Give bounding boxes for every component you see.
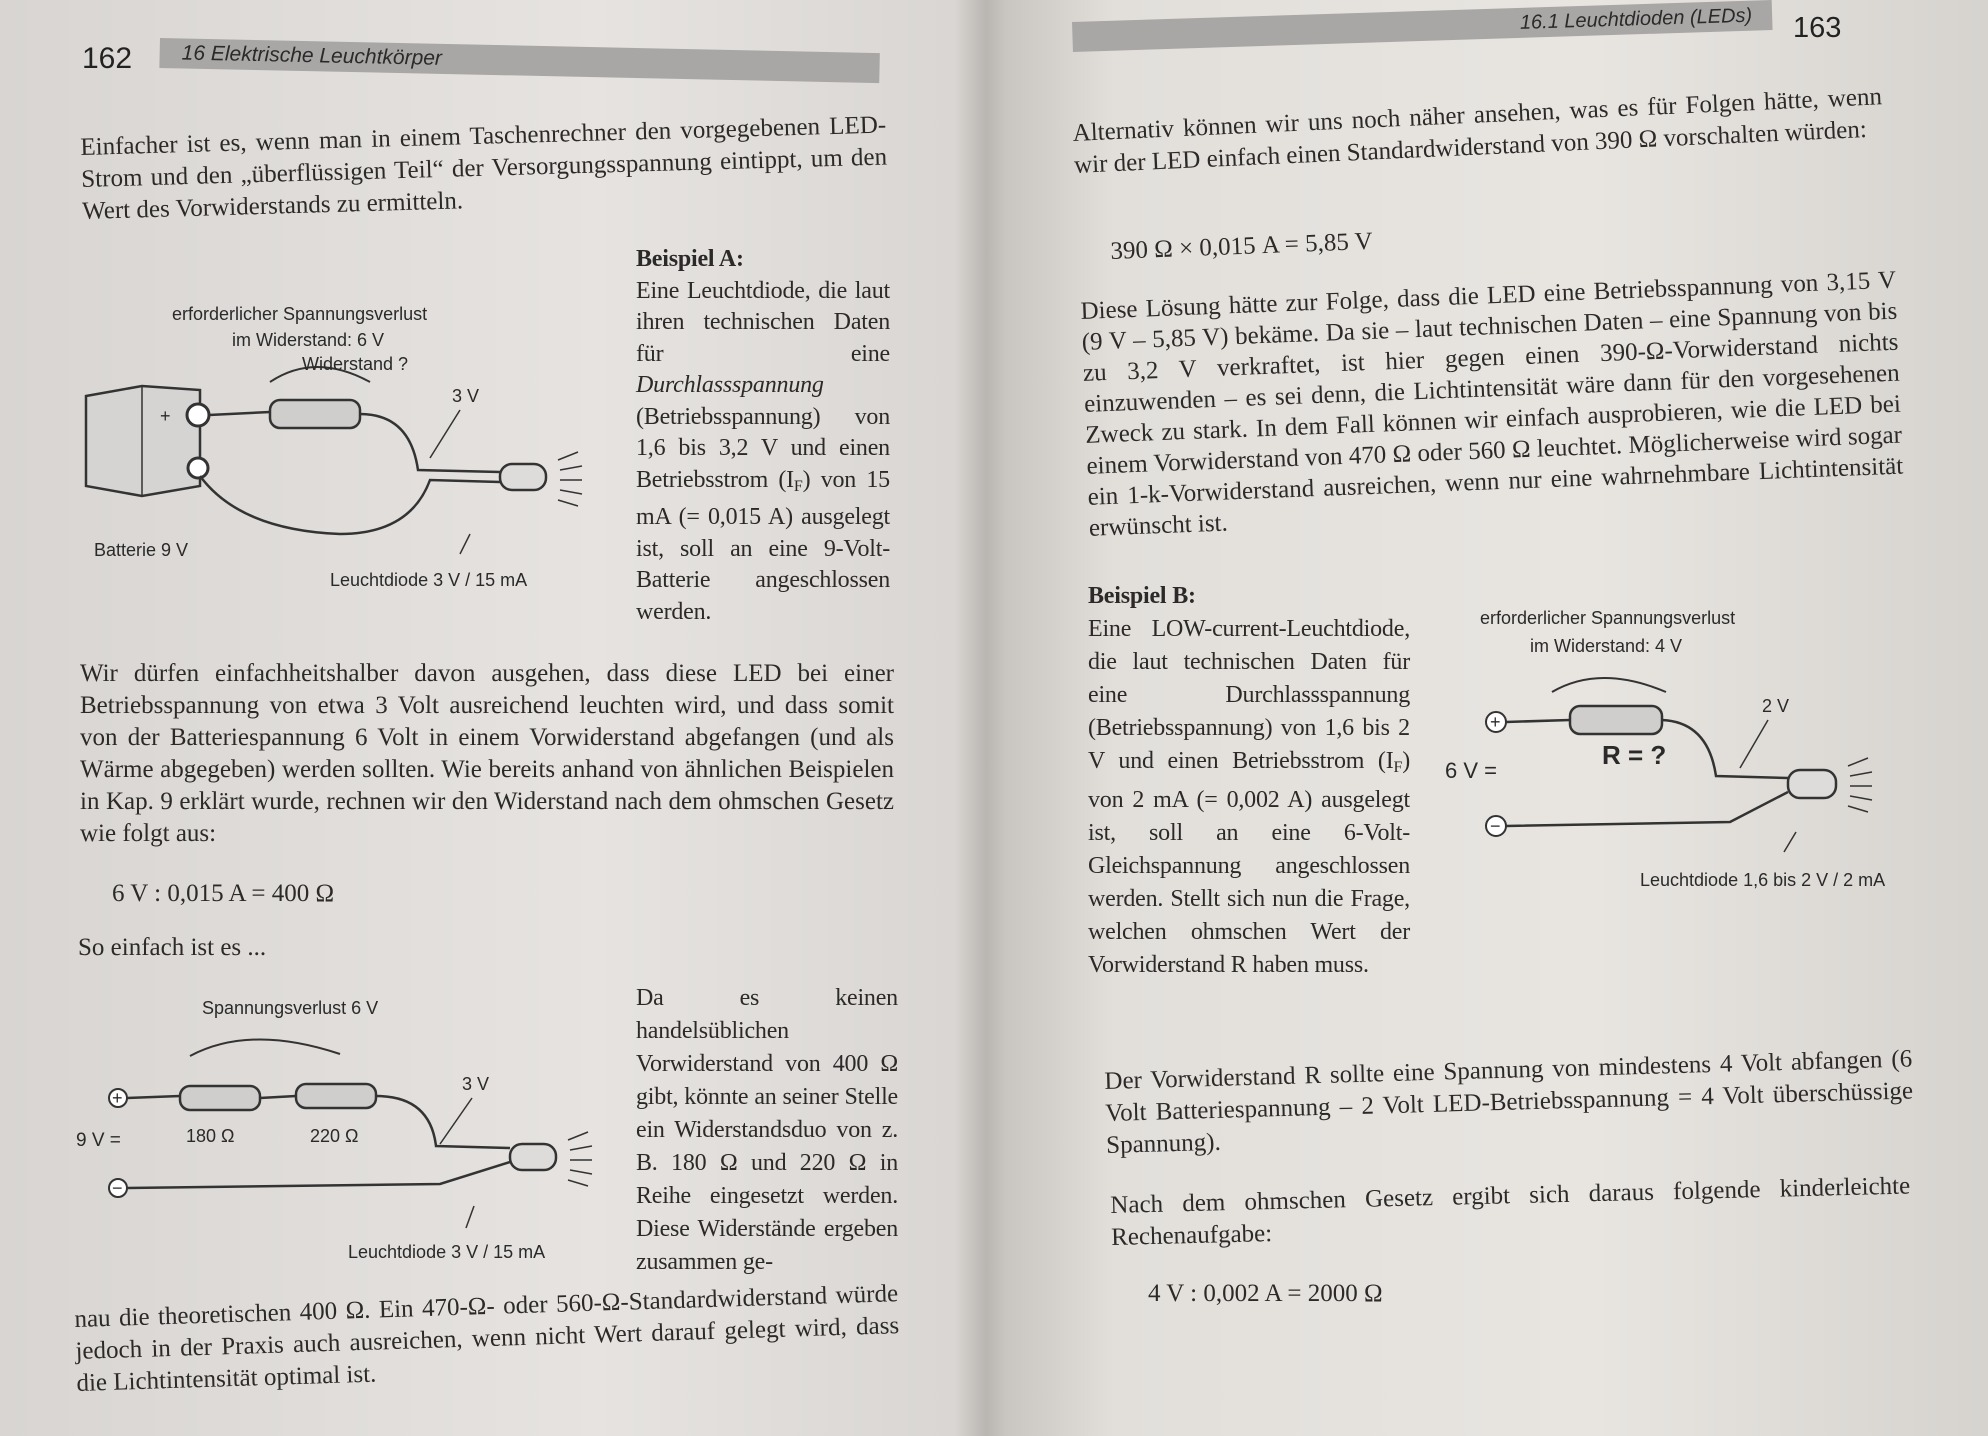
resistor-icon [270,400,360,428]
svg-text:+: + [112,1088,123,1108]
diagram-label-voltage-loss-1: erforderlicher Spannungsverlust [172,304,428,324]
diagram-low-current-led [1440,600,1960,900]
diagram-label-r2: 220 Ω [310,1126,359,1146]
diagram-label-led-voltage: 3 V [452,386,480,406]
page-number: 162 [82,42,133,75]
resistor-voltage-paragraph: Der Vorwiderstand R sollte eine Spannung von mindestens 4 Volt abfangen (6 Volt Batteriespannung – 2 Volt LED-Betriebsspannung = 4 Volt überschüssige Spannung). [1104,1045,1914,1159]
diagram-label-led: Leuchtdiode 1,6 bis 2 V / 2 mA [1640,870,1886,890]
resistor-220-icon [296,1084,376,1108]
diagram-label-r1: 180 Ω [186,1126,235,1146]
diagram-label-led-voltage: 2 V [1762,696,1790,716]
diagram-label-led: Leuchtdiode 3 V / 15 mA [348,1242,546,1262]
formula-390: 390 Ω × 0,015 A = 5,85 V [1110,227,1374,265]
resistor-180-icon [180,1086,260,1110]
svg-text:+: + [160,406,171,426]
battery-plus-terminal [187,404,209,426]
diagram-label-voltage-loss-2: im Widerstand: 6 V [232,330,385,350]
led-icon [1788,770,1836,798]
diagram-label-battery: Batterie 9 V [94,540,189,560]
diagram-label-supply: 9 V = [76,1130,121,1151]
solution-paragraph: Diese Lösung hätte zur Folge, dass die LED eine Betriebsspannung von 3,15 V (9 V – 5,85 V) bekäme. Da sie – laut technischen Daten – eine Spannung von bis zu 3,2 V verkraftet, ist hier gegen einen 390-Ω-Vorwiderstand nichts einzuwenden – es sei denn, die Lichtintensität wäre dann für den vorgesehenen Zweck zu stark. In dem Fall können wir einfach ausprobieren, wie die LED bei einem Vorwiderstand von 470 Ω oder 560 Ω leuchtet. Möglicherweise wird sogar ein 1-k-Vorwiderstand ausreichen, wenn nur eine wahrnehmbare Lichtintensität erwünscht ist. [1080,266,1904,542]
resistor-icon [1570,706,1662,734]
light-rays-icon [558,452,582,506]
example-b-heading: Beispiel B: [1088,583,1196,609]
left-page [0,0,990,1436]
svg-text:−: − [112,1178,123,1198]
diagram-battery-circuit [80,290,620,610]
diagram-label-resistor: Widerstand ? [302,354,409,374]
diagram-label-r: R = ? [1602,740,1667,770]
running-header: 16.1 Leuchtdioden (LEDs) [1072,0,1773,52]
duo-side-paragraph: Da es keinen handelsüblichen Vorwiderstand von 400 Ω gibt, könnte an seiner Stelle ein Widerstandsduo von z. B. 180 Ω und 220 Ω in Reihe eingesetzt werden. Diese Widerstände ergeben zusammen ge- [636,985,898,1275]
formula-1: 6 V : 0,015 A = 400 Ω [112,880,335,907]
light-rays-icon [568,1132,592,1186]
diagram-label-voltage-loss: Spannungsverlust 6 V [202,998,379,1018]
alternative-paragraph: Alternativ können wir uns noch näher ansehen, was es für Folgen hätte, wenn wir der LED einfach einen Standardwiderstand von 390 Ω vorschalten würden: [1072,83,1883,179]
led-icon [500,464,546,490]
formula-2000: 4 V : 0,002 A = 2000 Ω [1148,1280,1383,1307]
example-a-block: Beispiel A: Eine Leuchtdiode, die laut ihren technischen Daten für eine Durchlassspannung (Betriebsspannung) von 1,6 bis 3,2 V und einen Betriebsstrom $(I_F)$ von 15 mA (= 0,015 A) ausgelegt ist, soll an eine 9-Volt-Batterie angeschlossen werden. [636,246,890,625]
diagram-label-led: Leuchtdiode 3 V / 15 mA [330,570,528,590]
battery-minus-terminal [188,458,208,478]
running-header: 16 Elektrische Leuchtkörper [159,38,879,83]
svg-text:−: − [1490,816,1501,836]
diagram-label-supply: 6 V = [1445,758,1497,783]
right-page [1000,0,1988,1436]
explanation-paragraph: Wir dürfen einfachheitshalber davon ausgehen, dass diese LED bei einer Betriebsspannung von etwa 3 Volt ausreichend leuchten wird, und dass somit von der Batteriespannung 6 Volt in einem Vorwiderstand abgefangen (und als Wärme abgegeben) werden sollten. Wie bereits anhand von ähnlichen Beispielen in Kap. 9 erklärt wurde, rechnen wir den Widerstand nach dem ohmschen Gesetz wie folgt aus: [80,660,894,847]
so-easy-text: So einfach ist es ... [78,934,267,961]
example-b-block: Beispiel B: Eine LOW-current-Leuchtdiode, die laut technischen Daten für eine Durchlassspannung (Betriebsspannung) von 1,6 bis 2 V und einen Betriebsstrom $(I_F)$ von 2 mA (= 0,002 A) ausgelegt ist, soll an eine 6-Volt-Gleichspannung angeschlossen werden. Stellt sich nun die Frage, welchen ohmschen Wert der Vorwiderstand R haben muss. [1088,580,1410,982]
led-icon [510,1144,556,1170]
diagram-series-resistors [76,996,620,1266]
ohm-law-paragraph: Nach dem ohmschen Gesetz ergibt sich daraus folgende kinderleichte Rechenaufgabe: [1110,1172,1911,1251]
battery-icon [86,386,200,496]
light-rays-icon [1848,758,1872,812]
page-number: 163 [1793,12,1842,44]
intro-paragraph: Einfacher ist es, wenn man in einem Taschenrechner den vorgegebenen LED-Strom und den „überflüssigen Teil“ der Versorgungsspannung eintippt, um den Wert des Vorwiderstands zu ermitteln. [80,111,888,225]
svg-text:+: + [1490,712,1501,732]
diagram-label-led-voltage: 3 V [462,1074,490,1094]
duo-full-paragraph: nau die theoretischen 400 Ω. Ein 470-Ω- oder 560-Ω-Standardwiderstand würde jedoch in der Praxis auch ausreichen, wenn nicht Wert darauf gelegt wird, dass die Lichtintensität optimal ist. [74,1280,900,1397]
diagram-label-voltage-loss-1: erforderlicher Spannungsverlust [1480,608,1736,628]
example-a-heading: Beispiel A: [636,246,744,272]
diagram-label-voltage-loss-2: im Widerstand: 4 V [1530,636,1683,656]
